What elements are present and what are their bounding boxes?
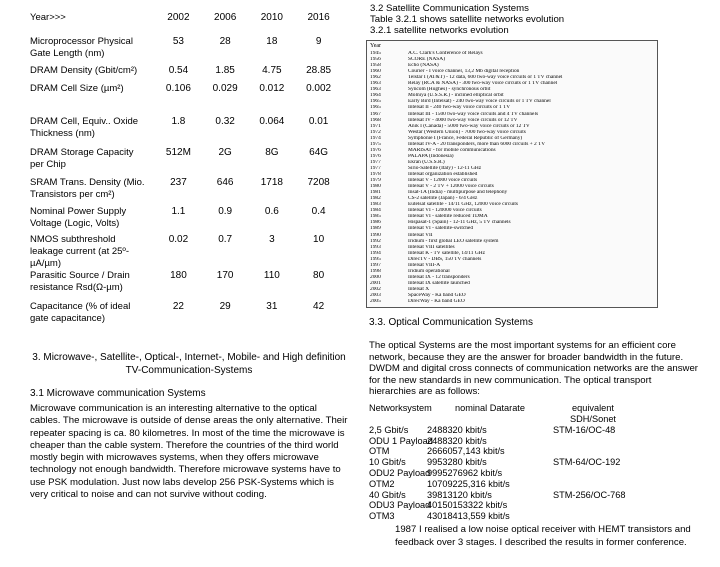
hierarchy-cell-rate: 9953280 kbit/s — [427, 457, 487, 468]
satellite-row — [370, 184, 655, 190]
row-label: Microprocessor Physical Gate Length (nm) — [30, 36, 133, 59]
hierarchy-cell-system: ODU3 Payload — [369, 500, 431, 511]
row-label: DRAM Cell, Equiv.. Oxide Thickness (nm) — [30, 116, 139, 139]
satellite-row-text: Eutelsat satellite - 14/11 GHz, 12000 voice circuits — [408, 202, 518, 208]
table-cell: 1.85 — [215, 65, 235, 76]
satellite-row-text: Molniya (U.S.S.R.) - inclined elliptical orbit — [408, 93, 504, 99]
satellite-row-year: 1994 — [370, 250, 381, 256]
table-cell: 1.1 — [171, 206, 186, 217]
satellite-row-year: 1977 — [370, 165, 381, 171]
satellite-row — [370, 142, 655, 148]
hierarchy-row — [369, 425, 701, 436]
satellite-row — [370, 93, 655, 99]
satellite-row — [370, 172, 655, 178]
table-row — [30, 36, 342, 65]
satellite-row-year: 1993 — [370, 244, 381, 250]
hierarchy-rows — [369, 425, 701, 522]
satellite-row-year: 1975 — [370, 141, 381, 147]
year-header-cell: 2010 — [260, 12, 283, 23]
satellite-row — [370, 220, 655, 226]
hierarchy-row — [369, 446, 701, 457]
satellite-row-year: 1989 — [370, 226, 381, 232]
satellite-row-text: Hispasat-1 (Spain) - 12-11 GHz, 5 TV channels — [408, 220, 511, 226]
hierarchy-cell-rate: 10709225,316 kbit/s — [427, 478, 510, 489]
hierarchy-row — [369, 500, 701, 511]
table-cell: 53 — [172, 36, 184, 47]
satellite-row — [370, 75, 655, 81]
satellite-row-year: 1963 — [370, 81, 381, 87]
row-label: Parasitic Source / Drain resistance Rsd(Ω-µm) — [30, 270, 130, 293]
table-row — [30, 234, 342, 270]
satellite-row-text: Intelsat VIII satellites — [408, 244, 455, 250]
year-column-header: Year — [370, 43, 382, 49]
satellite-row-year: 1960 — [370, 69, 381, 75]
satellite-row-text: Iridium - first global LEO satellite system — [408, 238, 499, 244]
satellite-row-text: Anik I (Canada) - 5000 two-way voice circuits or 12 TV — [408, 123, 530, 129]
table-subcaption: 3.2.1 satellite networks evolution — [370, 25, 509, 36]
satellite-row-text: Intelsat II - 240 two-way voice circuits or 1 TV — [408, 105, 511, 111]
satellite-row-year: 1983 — [370, 202, 381, 208]
table-cell: 28.85 — [306, 65, 332, 76]
hierarchy-cell-system: 10 Gbit/s — [369, 457, 406, 468]
table-cell: 0.32 — [215, 116, 235, 127]
conclusion-paragraph: 1987 I realised a low noise optical receiver with HEMT transistors and feedback over 3 stages. I described the results in former conference. — [395, 524, 691, 548]
satellite-row-year: 2005 — [370, 299, 381, 305]
satellite-row-year: 1998 — [370, 268, 381, 274]
satellite-row-text: Sirio-Satellite (Italy) - 12-11 GHz — [408, 165, 482, 171]
satellite-row — [370, 190, 655, 196]
section-3-1-heading: 3.1 Microwave communication Systems — [30, 388, 206, 399]
satellite-row-text: Intelsat V - 12000 voice circuits — [408, 178, 478, 184]
satellite-row-year: 1984 — [370, 208, 381, 214]
satellite-row — [370, 118, 655, 124]
satellite-row-year: 1968 — [370, 117, 381, 123]
satellite-row-text: Intelsat K - TV satellite, 14/11 GHz — [408, 250, 486, 256]
satellite-row-year: 1971 — [370, 123, 381, 129]
satellite-row-year: 2003 — [370, 293, 381, 298]
year-header-cell: 2016 — [307, 12, 330, 23]
satellite-row — [370, 251, 655, 257]
satellite-row-year: 1967 — [370, 111, 381, 117]
satellite-row-year: 1974 — [370, 135, 381, 141]
satellite-row — [370, 208, 655, 214]
satellite-row-text: Intelsat V - 2 TV + 12000 voice circuits — [408, 184, 494, 190]
satellite-row-year: 1981 — [370, 190, 381, 196]
satellite-row-text: Intelsat organization established — [408, 172, 478, 177]
satellite-row-text: Intelsat III - 1500 two-way voice circuits and 4 TV channels — [408, 111, 539, 117]
table-cell: 2G — [218, 147, 232, 158]
hierarchy-cell-rate: 43018413,559 kbit/s — [427, 511, 510, 522]
satellite-row-text: Intelsat VI - 120000 voice circuits — [408, 208, 482, 214]
satellite-row — [370, 257, 655, 263]
table-cell: 42 — [313, 301, 325, 312]
satellite-row-text: Intelsat X — [408, 286, 430, 292]
table-cell: 0.01 — [308, 116, 329, 127]
satellite-row-text: Symphonie I (France, Federal Republic of Germany) — [408, 135, 523, 141]
satellite-row-year: 1990 — [370, 232, 381, 238]
hierarchy-cell-system: OTM3 — [369, 511, 395, 522]
microwave-paragraph: Microwave communication is an interesting alternative to the optical cables. The microwave is outside of dense areas the only alternative. Their repeater spacing is ca. 80 kilometres. In most of the time the microwave is cheaper than the cable system. Therefore the countries of the third world mostly begin with microwaves systems, when they offers microwave technology not enough bandwidth. Therefore microwave systems have to use PSK modulation. Just now labs develop 256 PSK-Systems which is very critical to noise and can not survive without coding. — [30, 403, 348, 501]
satellite-row-year: 1986 — [370, 220, 381, 226]
satellite-row-year: 1965 — [370, 99, 381, 105]
satellite-row-year: 1979 — [370, 178, 381, 184]
hierarchy-row — [369, 490, 701, 501]
table-cell: 0.029 — [212, 83, 238, 94]
table-row — [30, 177, 342, 206]
satellite-row — [370, 293, 655, 299]
satellite-row-text: Intelsat VI - satellite reduced TDMA — [408, 214, 488, 220]
satellite-row — [370, 269, 655, 275]
satellite-row-year: 1992 — [370, 238, 381, 244]
hierarchy-cell-rate: 40150153322 kbit/s — [427, 500, 508, 511]
hierarchy-cell-rate: 2488320 kbit/s — [427, 424, 487, 435]
satellite-row — [370, 69, 655, 75]
satellite-row — [370, 275, 655, 281]
satellite-row-text: CS-2 satellite (Japan) - 6/4 GHz — [408, 196, 478, 202]
satellite-row — [370, 124, 655, 130]
satellite-row-year: 1958 — [370, 63, 381, 69]
hierarchy-row — [369, 436, 701, 447]
hierarchy-cell-system: ODU 1 Payload — [369, 435, 433, 446]
table-cell: 10 — [313, 234, 325, 245]
satellite-row — [370, 63, 655, 69]
table-cell: 22 — [172, 301, 184, 312]
hierarchy-cell-equiv: STM-256/OC-768 — [553, 489, 626, 500]
table-cell: 512M — [165, 147, 191, 158]
hierarchy-cell-system: OTM — [369, 446, 390, 457]
hierarchy-cell-equiv: STM-16/OC-48 — [553, 424, 616, 435]
satellite-row — [370, 105, 655, 111]
row-label: SRAM Trans. Density (Mio. Transistors per cm²) — [30, 177, 145, 200]
column-header: Networksystem — [369, 403, 432, 413]
satellite-row-text: SCORE (NASA) — [408, 57, 445, 63]
hierarchy-row — [369, 479, 701, 490]
satellite-evolution-table-image — [366, 40, 658, 308]
table-cell: 0.9 — [218, 206, 233, 217]
table-cell: 4.75 — [262, 65, 282, 76]
satellite-row — [370, 196, 655, 202]
table-cell: 0.6 — [264, 206, 279, 217]
satellite-row — [370, 166, 655, 172]
table-cell: 1.8 — [171, 116, 186, 127]
satellite-row-year: 1985 — [370, 214, 381, 220]
satellite-row-text: DirecWay - Ka band GEO — [408, 299, 465, 305]
satellite-row-year: 1972 — [370, 129, 381, 135]
satellite-row — [370, 263, 655, 269]
table-cell: 0.02 — [168, 234, 189, 245]
table-row — [30, 65, 342, 83]
satellite-row-text: Westar (Western Union) - 7000 two-way voice circuits — [408, 129, 526, 135]
hierarchy-cell-equiv: STM-64/OC-192 — [553, 457, 621, 468]
satellite-row-year: 1977 — [370, 159, 381, 165]
table-cell: 170 — [216, 270, 234, 281]
satellite-row-year: 1965 — [370, 105, 381, 111]
table-cell: 0.002 — [306, 83, 332, 94]
section-3-2-heading: 3.2 Satellite Communication Systems — [370, 3, 529, 14]
hierarchy-cell-rate: 39813120 kbit/s — [427, 489, 492, 500]
satellite-row-text: Echo (NASA) — [408, 63, 439, 69]
satellite-row-year: 1945 — [370, 51, 381, 56]
table-cell: 1718 — [260, 177, 283, 188]
satellite-row — [370, 299, 655, 305]
satellite-row — [370, 226, 655, 232]
table-cell: 3 — [269, 234, 275, 245]
hierarchy-cell-system: OTM2 — [369, 478, 395, 489]
satellite-row-text: Intelsat VII — [408, 232, 433, 238]
table-row — [30, 301, 342, 331]
table-cell: 0.4 — [311, 206, 326, 217]
satellite-row-text: Insat-1A (India) - multipurpose and telephony — [408, 190, 508, 196]
table-cell: 0.54 — [168, 65, 189, 76]
satellite-row — [370, 87, 655, 93]
table-cell: 31 — [266, 301, 278, 312]
satellite-row-year: 1980 — [370, 184, 381, 190]
hierarchy-header-row — [369, 403, 701, 424]
satellite-row-year: 1962 — [370, 75, 381, 81]
optical-hierarchy-table — [369, 403, 701, 522]
satellite-row-text: Iridium operational — [408, 268, 450, 274]
satellite-row — [370, 81, 655, 87]
satellite-row-year: 1976 — [370, 147, 381, 153]
satellite-row-year: 1963 — [370, 87, 381, 93]
year-header-label: Year>>> — [30, 12, 66, 23]
table-cell: 18 — [266, 36, 278, 47]
table-cell: 7208 — [307, 177, 330, 188]
table-cell: 0.106 — [165, 83, 191, 94]
table-cell: 180 — [170, 270, 187, 281]
satellite-row — [370, 233, 655, 239]
table-cell: 110 — [263, 270, 280, 281]
table-cell: 237 — [170, 177, 187, 188]
column-header: nominal Datarate — [455, 403, 525, 413]
table-cell: 28 — [219, 36, 231, 47]
satellite-row-year: 1956 — [370, 57, 381, 63]
hierarchy-cell-system: ODU2 Payload — [369, 467, 431, 478]
hierarchy-cell-rate: 2488320 kbit/s — [427, 435, 487, 446]
satellite-row-text: Intelsat IV - 4000 two-way voice circuits or 12 TV — [408, 117, 518, 123]
table-cell: 0.064 — [259, 116, 285, 127]
satellite-row — [370, 214, 655, 220]
satellite-row — [370, 112, 655, 118]
table-cell: 8G — [265, 147, 279, 158]
satellite-row — [370, 136, 655, 142]
section-3-heading: 3. Microwave-, Satellite-, Optical-, Internet-, Mobile- and High definition TV-Communication-Systems — [32, 352, 346, 376]
row-label: NMOS subthreshold leakage current (at 25º- µA/µm) — [30, 234, 130, 269]
year-header-cell: 2006 — [214, 12, 237, 23]
satellite-row-text: Early Bird (Intelsat) - 240 two-way voice circuits or 1 TV channel — [408, 99, 551, 105]
satellite-row — [370, 239, 655, 245]
satellite-row-text: MARISAT - for mobile communications — [408, 147, 496, 153]
satellite-row-year: 1997 — [370, 262, 381, 268]
row-label: DRAM Density (Gbit/cm²) — [30, 65, 138, 76]
row-label: Capacitance (% of ideal gate capacitance) — [30, 301, 131, 324]
satellite-section-title — [370, 3, 700, 36]
satellite-row-year: 1982 — [370, 196, 381, 202]
satellite-row — [370, 281, 655, 287]
satellite-row — [370, 202, 655, 208]
hierarchy-cell-system: 40 Gbit/s — [369, 489, 406, 500]
satellite-row-year: 2000 — [370, 274, 381, 280]
hierarchy-cell-rate: 2666057,143 kbit/s — [427, 446, 505, 457]
table-row — [30, 83, 342, 116]
satellite-row — [370, 245, 655, 251]
table-cell: 64G — [309, 147, 329, 158]
row-label: DRAM Storage Capacity per Chip — [30, 147, 134, 170]
satellite-row-text: PALAPA (Indonesia) — [408, 153, 454, 159]
satellite-row-text: Courier - I voice channel, 13,2 Mb digital reception — [408, 69, 520, 75]
table-cell: 9 — [315, 36, 322, 47]
year-header-cell: 2002 — [167, 12, 190, 23]
table-cell: 646 — [216, 177, 234, 188]
satellite-row-text: Intelsat IX - 12 transponders — [408, 274, 470, 280]
table-cell: 29 — [219, 301, 231, 312]
satellite-row — [370, 160, 655, 166]
satellite-row-text: Intelsat VIII-A — [408, 262, 441, 268]
satellite-row — [370, 154, 655, 160]
table-row — [30, 206, 342, 234]
satellite-row-year: 1978 — [370, 172, 381, 177]
satellite-row-text: A.C. Clark's Conference of Relays — [408, 51, 483, 56]
satellite-row-text: Intelsat VI - satellite-switched — [408, 226, 474, 232]
optical-paragraph: The optical Systems are the most important systems for an efficient core network, because they are the answer for broader bandwidth in the future. DWDM and digital cross connects of communication networks are the answer for the new standards in new communication. The optical transport hierarchies are as follows: — [369, 340, 698, 397]
satellite-row-text: Relay (RCA & NASA) - 300 two-way voice circuits or 1 TV channel — [408, 81, 558, 87]
satellite-row-year: 1964 — [370, 93, 381, 99]
satellite-row-text: Intelsat IV-A - 20 transponders, more than 6000 circuits + 2 TV — [408, 141, 546, 147]
row-label: DRAM Cell Size (µm²) — [30, 83, 124, 94]
satellite-row — [370, 57, 655, 63]
table-cell: 0.7 — [218, 234, 233, 245]
satellite-row — [370, 178, 655, 184]
satellite-row-text: Telstar I (AT&T) - 12 data, 600 two-way voice circuits or 1 TV channel — [408, 75, 563, 81]
satellite-row — [370, 148, 655, 154]
satellite-row — [370, 287, 655, 293]
table-cell: 0.012 — [259, 83, 285, 94]
satellite-row-year: 1995 — [370, 256, 381, 262]
technology-roadmap-table — [30, 12, 342, 331]
table-row — [30, 147, 342, 177]
satellite-row-text: Ekran (U.S.S.R.) — [408, 159, 445, 165]
satellite-row-year: 2001 — [370, 280, 381, 286]
hierarchy-cell-rate: 9995276962 kbit/s — [427, 467, 503, 478]
table-header-row — [30, 12, 342, 36]
satellite-row-year: 1976 — [370, 153, 381, 159]
satellite-row-year: 2002 — [370, 286, 381, 292]
satellite-row — [370, 99, 655, 105]
table-row — [30, 270, 342, 301]
row-label: Nominal Power Supply Voltage (Logic, Volts) — [30, 206, 127, 229]
hierarchy-row — [369, 468, 701, 479]
column-header: equivalent SDH/Sonet — [570, 403, 616, 424]
table-cell: 80 — [313, 270, 325, 281]
table-row — [30, 116, 342, 147]
hierarchy-row — [369, 511, 701, 522]
satellite-row-text: Syncom (Hughes) - synchronous orbit — [408, 87, 491, 93]
hierarchy-cell-system: 2,5 Gbit/s — [369, 424, 409, 435]
table-caption: Table 3.2.1 shows satellite networks evolution — [370, 14, 565, 25]
satellite-row-text: SpaceWay - Ka band GEO — [408, 293, 466, 298]
satellite-row — [370, 51, 655, 57]
satellite-row-text: DirecTV - DBS, 150 TV channels — [408, 256, 482, 262]
satellite-row-text: Intelsat IX satellite launched — [408, 280, 470, 286]
section-3-3-heading: 3.3. Optical Communication Systems — [369, 317, 533, 328]
hierarchy-row — [369, 457, 701, 468]
satellite-row — [370, 130, 655, 136]
